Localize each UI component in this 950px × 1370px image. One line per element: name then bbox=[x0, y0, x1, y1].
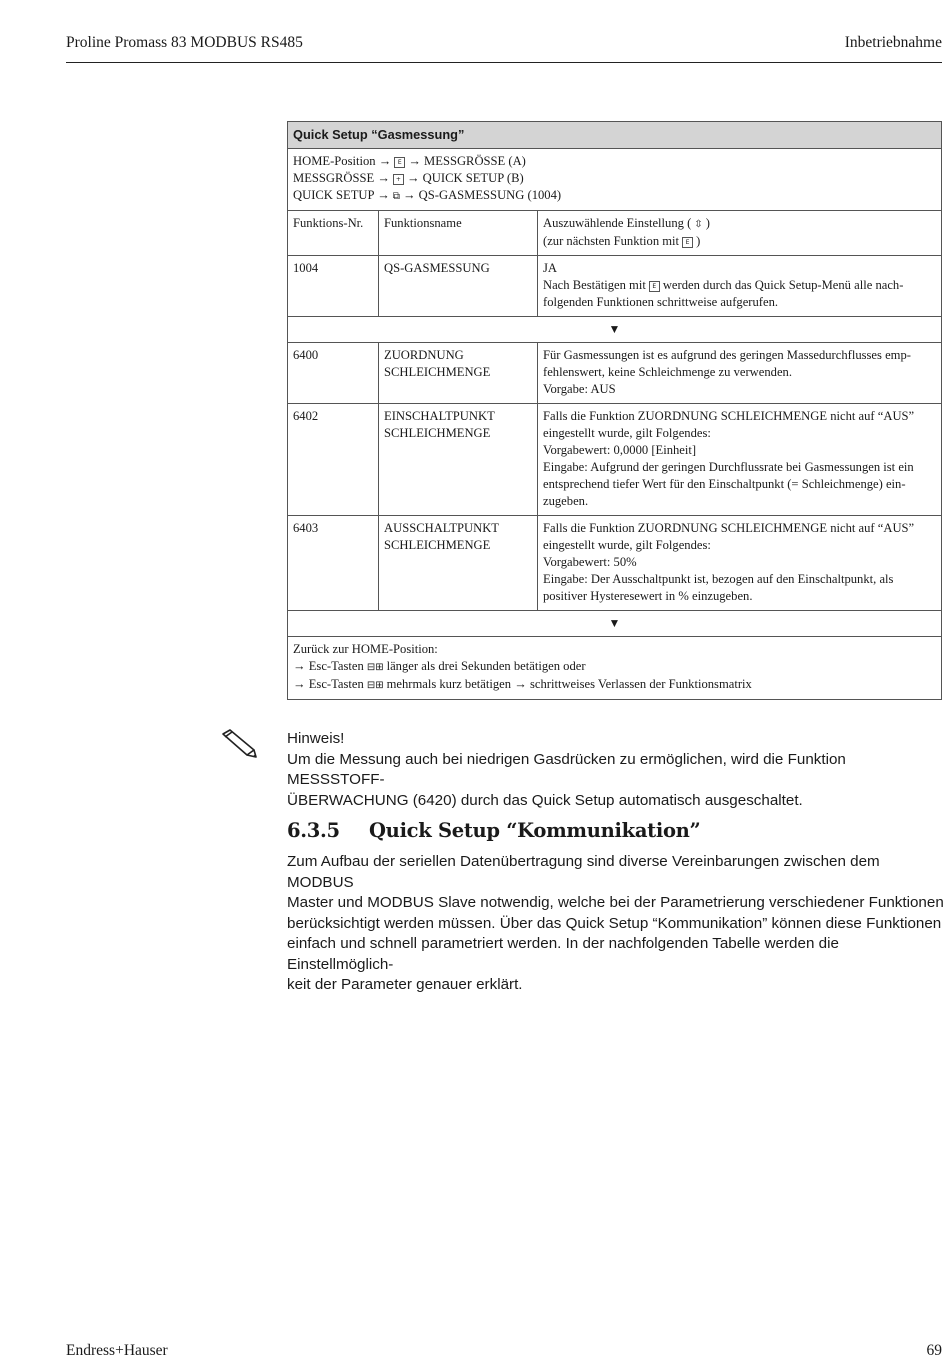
function-number: 6402 bbox=[288, 404, 379, 516]
header-chapter: Inbetriebnahme bbox=[844, 34, 942, 51]
page-header bbox=[66, 34, 942, 63]
down-arrow-icon: ▼ bbox=[288, 611, 942, 637]
table-row bbox=[288, 256, 942, 317]
function-setting: Für Gasmessungen ist es aufgrund des geringen Massedurchflusses emp- fehlenswert, keine Schleichmenge zu verwenden. Vorgabe: AUS bbox=[538, 343, 942, 404]
section-heading bbox=[287, 819, 700, 842]
function-name: ZUORDNUNG SCHLEICHMENGE bbox=[379, 343, 538, 404]
table-header-row bbox=[288, 211, 942, 256]
pencil-icon bbox=[220, 728, 258, 758]
note-text: ÜBERWACHUNG (6420) durch das Quick Setup automatisch ausgeschaltet. bbox=[287, 791, 803, 809]
note-title: Hinweis! bbox=[287, 730, 345, 747]
section-number: 6.3.5 bbox=[287, 819, 340, 842]
down-arrow-icon: ▼ bbox=[288, 317, 942, 343]
function-number: 1004 bbox=[288, 256, 379, 317]
nav-line: QUICK SETUP → ⧉ → QS-GASMESSUNG (1004) bbox=[293, 188, 562, 202]
plus-key-icon: + bbox=[393, 174, 404, 185]
header-funktionsname: Funktionsname bbox=[379, 211, 538, 256]
note bbox=[287, 729, 947, 811]
table-row bbox=[288, 404, 942, 516]
footer-company: Endress+Hauser bbox=[66, 1342, 168, 1359]
navigation-path bbox=[288, 149, 942, 211]
section-title: Quick Setup “Kommunikation” bbox=[369, 819, 701, 842]
header-product: Proline Promass 83 MODBUS RS485 bbox=[66, 34, 303, 51]
function-number: 6400 bbox=[288, 343, 379, 404]
function-name: AUSSCHALTPUNKT SCHLEICHMENGE bbox=[379, 516, 538, 611]
note-text: Um die Messung auch bei niedrigen Gasdrücken zu ermöglichen, wird die Funktion MESSSTOFF- bbox=[287, 750, 846, 788]
header-funktions-nr: Funktions-Nr. bbox=[288, 211, 379, 256]
table-row bbox=[288, 343, 942, 404]
quick-setup-table bbox=[287, 121, 942, 700]
function-name: EINSCHALTPUNKT SCHLEICHMENGE bbox=[379, 404, 538, 516]
enter-key-icon: E bbox=[394, 157, 405, 168]
function-setting: Falls die Funktion ZUORDNUNG SCHLEICHMENGE nicht auf “AUS” eingestellt wurde, gilt Folgendes: Vorgabewert: 50% Eingabe: Der Ausschaltpunkt ist, bezogen auf den Einschaltpunkt, als positiver Hysteresewert in % einzugeben. bbox=[538, 516, 942, 611]
enter-key-icon: E bbox=[682, 237, 693, 248]
header-einstellung: Auszuwählende Einstellung ( ⇳ ) (zur nächsten Funktion mit E ) bbox=[538, 211, 942, 256]
function-number: 6403 bbox=[288, 516, 379, 611]
page-number: 69 bbox=[926, 1342, 942, 1359]
nav-line: HOME-Position → E → MESSGRÖSSE (A) bbox=[293, 154, 526, 168]
function-setting: JA Nach Bestätigen mit E werden durch das Quick Setup-Menü alle nach- folgenden Funktionen schrittweise aufgerufen. bbox=[538, 256, 942, 317]
enter-key-icon: E bbox=[649, 281, 660, 292]
table-row bbox=[288, 516, 942, 611]
table-title: Quick Setup “Gasmessung” bbox=[288, 122, 942, 149]
nav-line: MESSGRÖSSE → + → QUICK SETUP (B) bbox=[293, 171, 524, 185]
esc-keys-icon: ⊟⊞ bbox=[366, 662, 384, 673]
updown-key-icon: ⇳ bbox=[694, 219, 703, 230]
function-name: QS-GASMESSUNG bbox=[379, 256, 538, 317]
esc-keys-icon: ⊟⊞ bbox=[366, 680, 384, 691]
function-setting: Falls die Funktion ZUORDNUNG SCHLEICHMENGE nicht auf “AUS” eingestellt wurde, gilt Folgendes: Vorgabewert: 0,0000 [Einheit] Eingabe: Aufgrund der geringen Durchflussrate bei Gasmessungen ist ein entsprechend tiefer Wert für den Einschaltpunkt (= Schleichmenge) ein- zugeben. bbox=[538, 404, 942, 516]
quick-setup-key-icon: ⧉ bbox=[392, 191, 400, 202]
section-paragraph: Zum Aufbau der seriellen Datenübertragung sind diverse Vereinbarungen zwischen dem MODBUS Master und MODBUS Slave notwendig, welche bei der Parametrierung verschiedener Funktionen berücksichtigt werden müssen. Über das Quick Setup “Kommunikation” können diese Funktionen einfach und schnell parametriert werden. In der nachfolgenden Tabelle werden die Einstellmöglich- keit der Parameter genauer erklärt. bbox=[287, 853, 944, 993]
back-to-home-instructions: Zurück zur HOME-Position: → Esc-Tasten ⊟⊞ länger als drei Sekunden betätigen oder → Esc-Tasten ⊟⊞ mehrmals kurz betätigen → schrittweises Verlassen der Funktionsmatrix bbox=[288, 637, 942, 700]
